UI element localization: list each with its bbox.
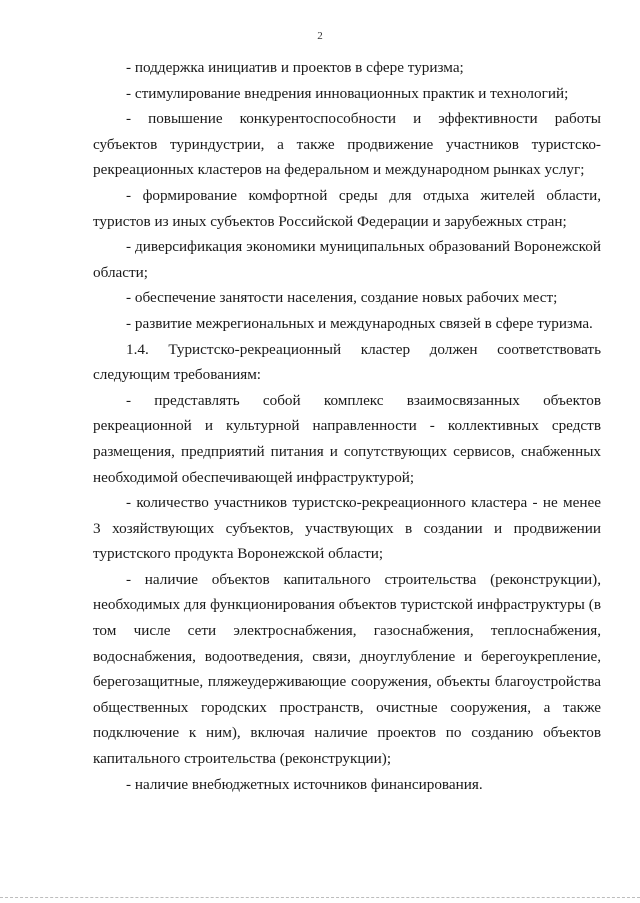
paragraph-innovation: - стимулирование внедрения инновационных практик и технологий; <box>126 84 569 102</box>
paragraph-capital-construction: - наличие объектов капитального строительства (реконструкции), необходимых для функционирования объектов туристской инфраструктуры (в том числе сети электроснабжения, газоснабжения, теплоснабжения, водоснабжения, водоотведения, связи, дноуглубление и берегоукрепление, берегозащитные, пляжеудерживающие сооружения, объекты благоустройства общественных городских пространств, очистные сооружения, а также подключение к ним), включая наличие проектов по созданию объектов капитального строительства (реконструкции); <box>93 570 601 768</box>
paragraph-complex-objects: - представлять собой комплекс взаимосвязанных объектов рекреационной и культурной направленности - коллективных средств размещения, предприятий питания и сопутствующих сервисов, снабженных необходимой обеспечивающей инфраструктурой; <box>93 391 601 486</box>
paragraph-competitiveness: - повышение конкурентоспособности и эффективности работы субъектов туриндустрии, а также продвижение участников туристско-рекреационных кластеров на федеральном и международном рынках услуг; <box>93 110 601 179</box>
page-number: 2 <box>317 30 323 42</box>
paragraph-employment: - обеспечение занятости населения, создание новых рабочих мест; <box>126 289 558 307</box>
paragraph-diversification: - диверсификация экономики муниципальных образований Воронежской области; <box>93 238 601 281</box>
paragraph-support-initiatives: - поддержка инициатив и проектов в сфере туризма; <box>126 59 464 76</box>
document-body <box>93 55 601 797</box>
paragraph-interregional-ties: - развитие межрегиональных и международных связей в сфере туризма. <box>126 314 593 332</box>
paragraph-section-1-4: 1.4. Туристско-рекреационный кластер должен соответствовать следующим требованиям: <box>93 340 601 384</box>
paragraph-participants-count: - количество участников туристско-рекреационного кластера - не менее 3 хозяйствующих субъектов, участвующих в создании и продвижении туристского продукта Воронежской области; <box>93 494 601 563</box>
paragraph-comfortable-environment: - формирование комфортной среды для отдыха жителей области, туристов из иных субъектов Российской Федерации и зарубежных стран; <box>93 186 601 230</box>
paragraph-extrabudgetary: - наличие внебюджетных источников финансирования. <box>126 775 483 793</box>
scan-bottom-edge <box>0 897 640 898</box>
